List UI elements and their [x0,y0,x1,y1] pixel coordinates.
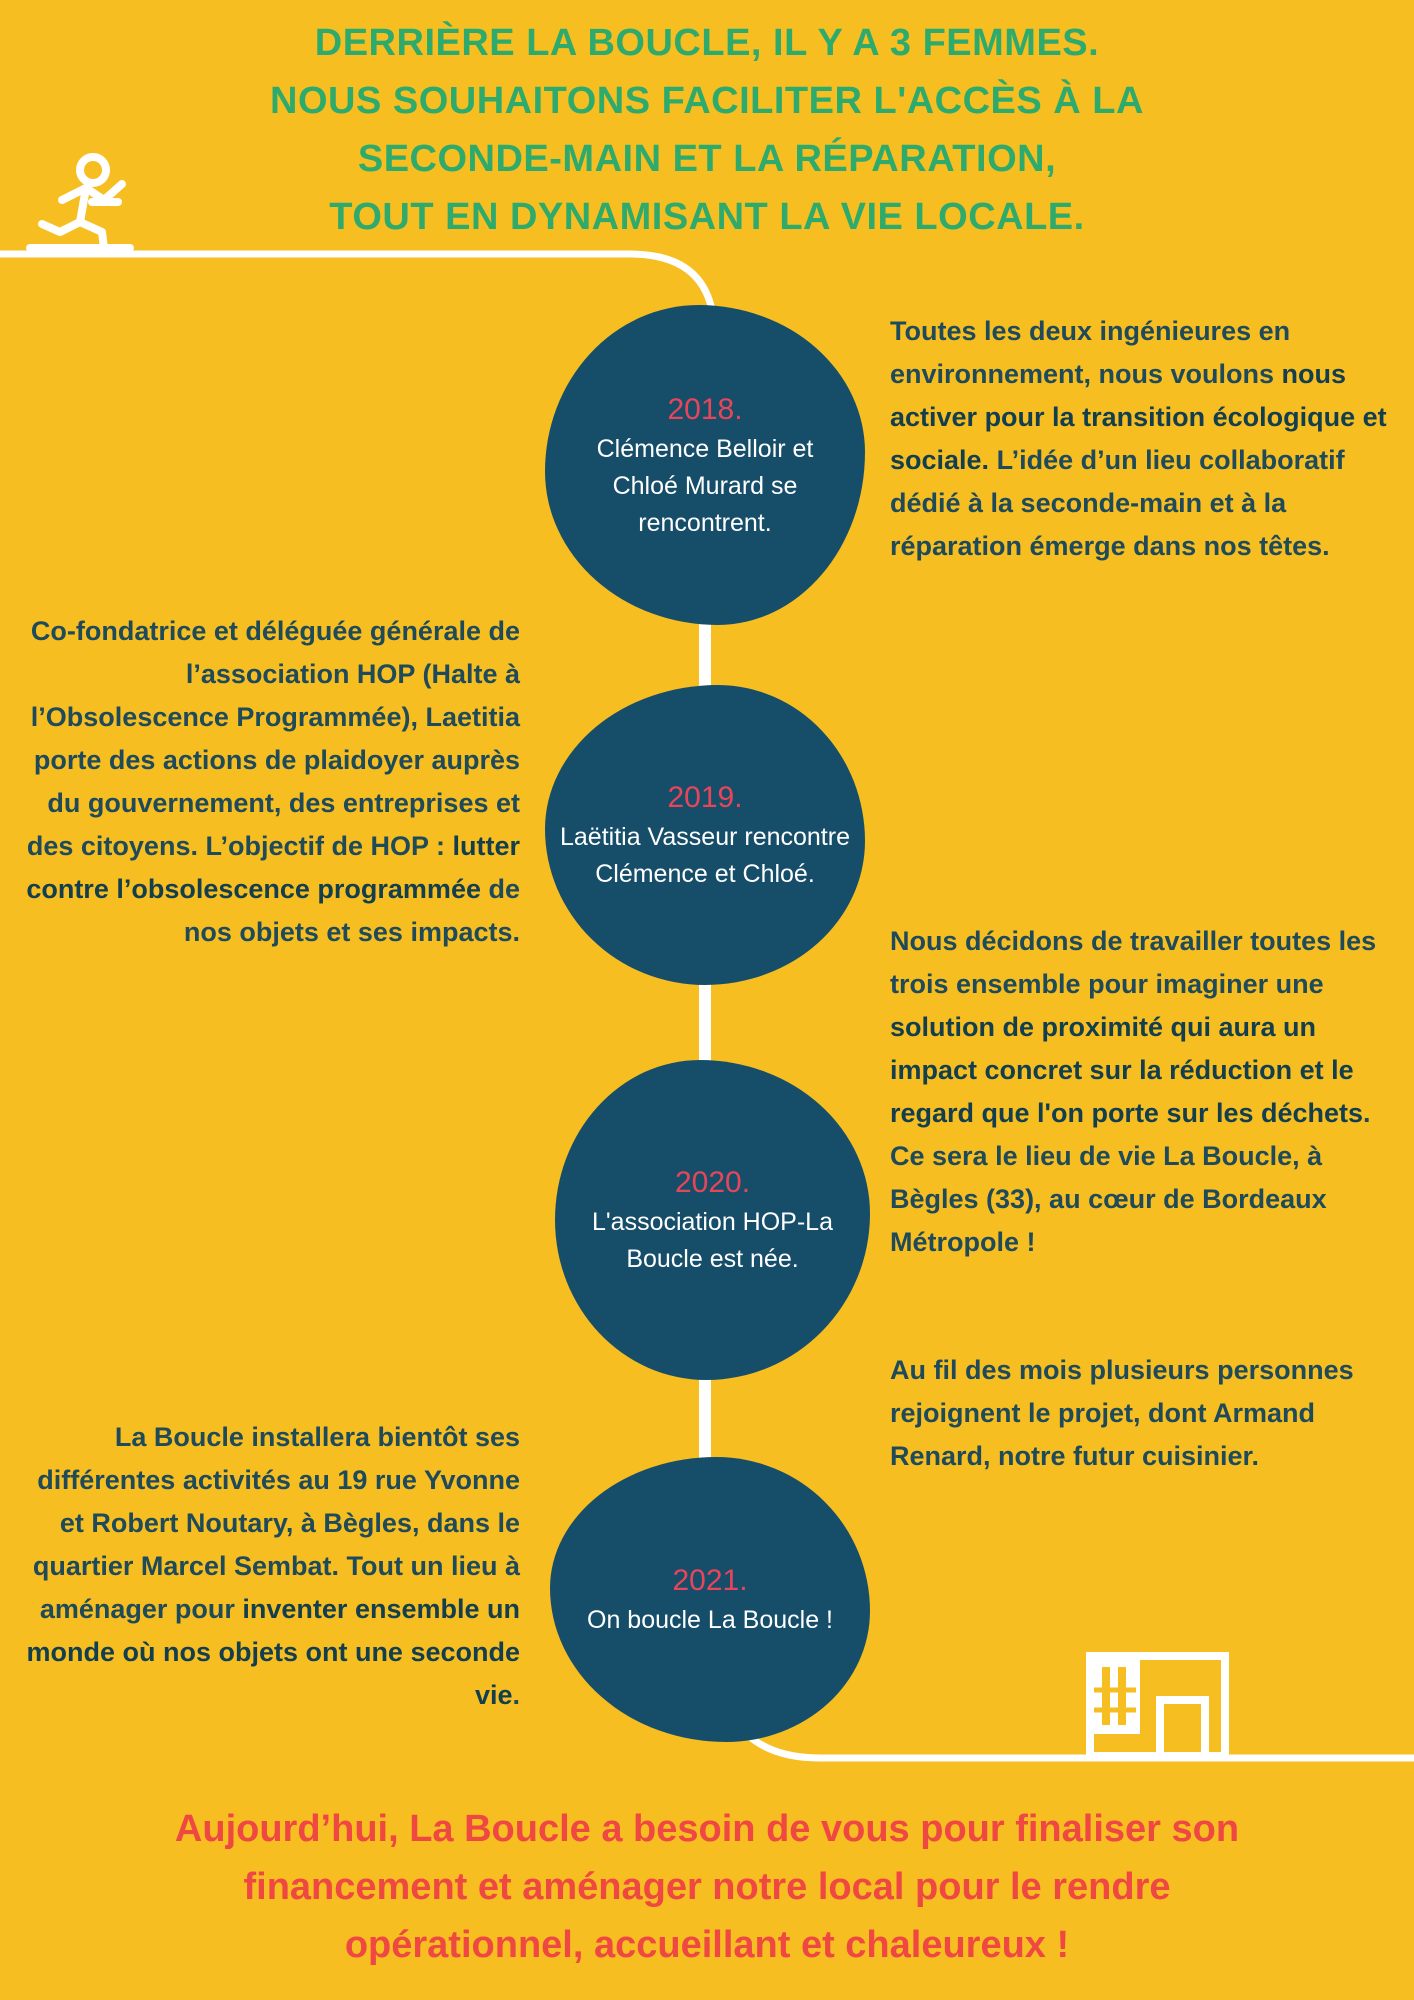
paragraph-highlight: solution de proximité qui aura un impact concret sur la réduction et le regard que l'on porte sur les déchets [890,1012,1364,1128]
paragraph-2021 [20,1416,520,1717]
paragraph-highlight: lutter contre l’obsolescence programmée [26,831,520,904]
paragraph-2018 [890,310,1390,568]
timeline-year: 2021. [672,1564,748,1597]
timeline-year: 2018. [667,392,743,426]
paragraph-2019 [20,610,520,954]
header-title [150,14,1264,246]
paragraph-text: . [512,1680,520,1710]
timeline-desc: Clémence Belloir et Chloé Murard se rencontrent. [596,434,814,537]
paragraph-text: . Ce sera le lieu de vie La Boucle, à Bègles (33), au cœur de Bordeaux Métropole ! [890,1098,1371,1257]
timeline-desc: L'association HOP-La Boucle est née. [591,1208,833,1273]
timeline-desc: Laëtitia Vasseur rencontre Clémence et Chloé. [560,823,850,888]
paragraph-highlight: nous activer pour la transition écologique et sociale. [890,359,1387,475]
paragraph-text: Nous décidons de travailler toutes les trois ensemble pour imaginer une [890,926,1377,999]
paragraph-text: de nos objets et ses impacts. [183,874,520,947]
header-line: SECONDE-MAIN ET LA RÉPARATION, [357,138,1057,180]
runner-icon [30,157,130,248]
header-line: TOUT EN DYNAMISANT LA VIE LOCALE. [329,196,1085,238]
paragraph-text: L’idée d’un lieu collaboratif dédié à la seconde-main et à la réparation émerge dans nos têtes. [890,445,1345,561]
building-icon [1090,1656,1225,1756]
paragraph-highlight: inventer ensemble un monde où nos objets ont une seconde vie [26,1594,520,1710]
timeline-year: 2020. [674,1166,751,1199]
timeline-year: 2019. [667,781,743,814]
timeline-curve-bottom [735,1720,1414,1758]
paragraph-text: La Boucle installera bientôt ses différentes activités au 19 rue Yvonne et Robert Noutary, à Bègles, dans le quartier Marcel Sembat. Tout un lieu à aménager pour [32,1422,520,1624]
footer-line: opérationnel, accueillant et chaleureux ! [344,1924,1070,1966]
footer-line: Aujourd’hui, La Boucle a besoin de vous pour finaliser son [174,1808,1240,1850]
timeline-curve-top [0,254,712,310]
paragraph-text: Co-fondatrice et déléguée générale de l’association HOP (Halte à l’Obsolescence Programmée), Laetitia porte des actions de plaidoyer auprès du gouvernement, des entreprises et des citoyens. L’objectif de HOP : [26,616,520,861]
timeline-blob-2018 [545,305,865,625]
footer-line: financement et aménager notre local pour le rendre [243,1866,1171,1908]
paragraph-text: Toutes les deux ingénieures en environnement, nous voulons [890,316,1291,389]
footer-call-to-action [80,1800,1334,1974]
header-line: DERRIÈRE LA BOUCLE, IL Y A 3 FEMMES. [314,22,1100,64]
paragraph-2020 [890,920,1390,1264]
paragraph-team: Au fil des mois plusieurs personnes rejoignent le projet, dont Armand Renard, notre futur cuisinier. [890,1355,1354,1471]
header-line: NOUS SOUHAITONS FACILITER L'ACCÈS À LA [270,80,1144,122]
timeline-blob-2019 [545,685,865,985]
timeline-desc: On boucle La Boucle ! [587,1606,833,1634]
